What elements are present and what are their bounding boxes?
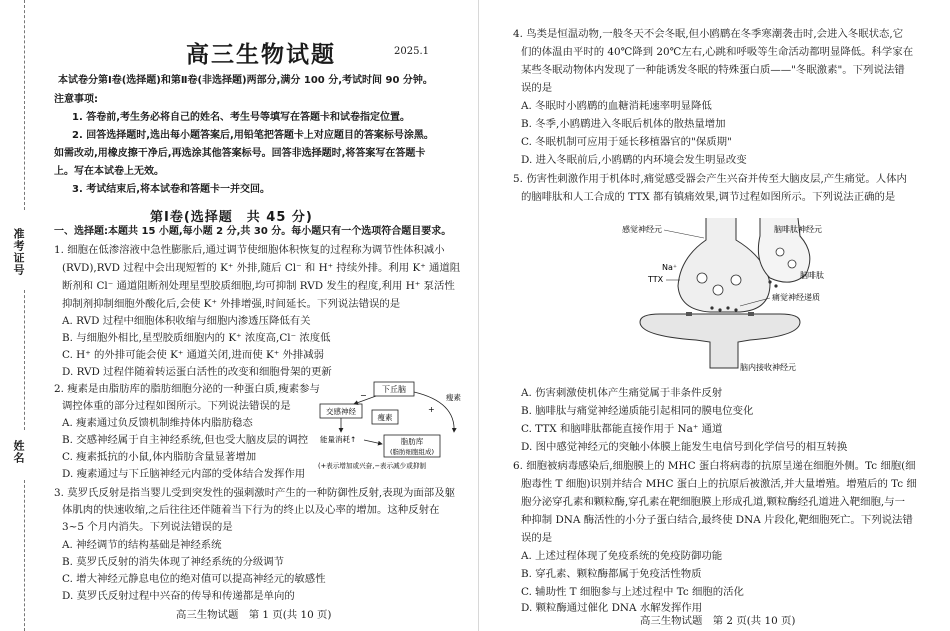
note-2-end: 上。写在本试卷上无效。 [54, 166, 164, 177]
q5-stem: 5. 伤害性刺激作用于机体时,痛觉感受器会产生兴奋并传至大脑皮层,产生痛觉。人体内 [513, 173, 907, 185]
q1-stem: 抑制剂抑制细胞外酸化后,会使 K⁺ 外排增强,时间延长。下列说法错误的是 [62, 298, 401, 310]
q2-stem: 调控体重的部分过程如图所示。下列说法错误的是 [62, 400, 291, 412]
q4-option-d: D. 进入冬眠前后,小鸥鹛的内环境会发生明显改变 [521, 154, 747, 166]
page-footer: 高三生物试题 第 1 页(共 10 页) [176, 609, 332, 621]
q5-option-a: A. 伤害刺激使机体产生痛觉属于非条件反射 [521, 387, 723, 399]
notes-heading: 注意事项: [54, 94, 98, 105]
binding-line [24, 290, 26, 430]
fig-leptin-box: 瘦素 [377, 413, 393, 422]
q3-option-a: A. 神经调节的结构基础是神经系统 [62, 539, 222, 551]
q4-stem: 某些冬眠动物体内发现了一种能诱发冬眠的特殊蛋白质——"冬眠激素"。下列说法错 [521, 64, 905, 76]
q6-option-b: B. 穿孔素、颗粒酶都属于免疫活性物质 [521, 568, 702, 580]
fig-enkephalin-neuron: 脑啡肽神经元 [774, 225, 822, 234]
q6-stem: 误的是 [521, 532, 553, 544]
leptin-regulation-diagram [316, 380, 474, 472]
synapse-diagram [620, 218, 824, 378]
fig-energy: 能量消耗↑ [320, 435, 357, 444]
fig-transmitter: 痛觉神经递质 [772, 293, 820, 302]
exam-number-label: 准考证号 [12, 228, 25, 276]
q3-stem: 3~5 个月内消失。下列说法错误的是 [62, 521, 233, 533]
q3-option-d: D. 莫罗氏反射过程中兴奋的传导和传递都是单向的 [62, 590, 295, 602]
binding-line [24, 0, 26, 210]
q1-option-b: B. 与细胞外相比,星型胶质细胞内的 K⁺ 浓度高,Cl⁻ 浓度低 [62, 332, 331, 344]
q4-option-c: C. 冬眠机制可应用于延长移植器官的"保质期" [521, 136, 732, 148]
q3-option-b: B. 莫罗氏反射的消失体现了神经系统的分级调节 [62, 556, 285, 568]
q6-option-c: C. 辅助性 T 细胞参与上述过程中 Tc 细胞的活化 [521, 586, 744, 598]
q4-stem: 4. 鸟类是恒温动物,一般冬天不会冬眠,但小鸥鹛在冬季寒潮袭击时,会进入冬眠状态,它 [513, 28, 904, 40]
page-footer: 高三生物试题 第 2 页(共 10 页) [640, 615, 796, 627]
q6-option-d: D. 颗粒酶通过催化 DNA 水解发挥作用 [521, 602, 703, 614]
q6-stem: 胞分泌穿孔素和颗粒酶,穿孔素在靶细胞膜上形成孔道,颗粒酶经孔道进入靶细胞,与一 [521, 496, 905, 508]
note-2: 2. 回答选择题时,选出每小题答案后,用铅笔把答题卡上对应题目的答案标号涂黑。 [72, 130, 434, 141]
note-1: 1. 答卷前,考生务必将自己的姓名、考生号等填写在答题卡和试卷指定位置。 [72, 112, 411, 123]
q1-stem: 断剂和 Cl⁻ 通道阻断剂处理星型胶质细胞,均可抑制 RVD 发生的程度,利用 H⁺ 泵活性 [62, 280, 455, 292]
q4-stem: 们的体温由平时的 40℃降到 20℃左右,心跳和呼吸等生命活动都明显降低。科学家在 [521, 46, 914, 58]
fig-leptin: 瘦素 [446, 393, 461, 402]
fig-ttx: TTX [648, 275, 664, 284]
q1-stem: 1. 细胞在低渗溶液中急性膨胀后,通过调节使细胞体积恢复的过程称为调节性体积减小 [54, 244, 445, 256]
q5-stem: 的脑啡肽和人工合成的 TTX 都有镇痛效果,调节过程如图所示。下列说法正确的是 [521, 191, 896, 203]
q2-option-b: B. 交感神经属于自主神经系统,但也受大脑皮层的调控 [62, 434, 309, 446]
q2-option-c: C. 瘦素抵抗的小鼠,体内脂肪含量显著增加 [62, 451, 257, 463]
fig-receiving-neuron: 脑内接收神经元 [740, 363, 796, 372]
q1-option-d: D. RVD 过程伴随着转运蛋白活性的改变和细胞骨架的更新 [62, 366, 332, 378]
fig-plus-sign: + [428, 405, 435, 414]
q3-option-c: C. 增大神经元静息电位的绝对值可以提高神经元的敏感性 [62, 573, 326, 585]
q6-option-a: A. 上述过程体现了免疫系统的免疫防御功能 [521, 550, 723, 562]
q1-option-a: A. RVD 过程中细胞体积收缩与细胞内渗透压降低有关 [62, 315, 311, 327]
page-divider [478, 0, 479, 631]
q5-option-b: B. 脑啡肽与痛觉神经递质能引起相同的膜电位变化 [521, 405, 754, 417]
q5-option-d: D. 图中感觉神经元的突触小体膜上能发生电信号到化学信号的相互转换 [521, 441, 848, 453]
q6-stem: 胞毒性 T 细胞)识别并结合 MHC 蛋白上的抗原后被激活,并大量增殖。增殖后的 Tc 细 [521, 478, 917, 490]
fig-minus-sign: − [360, 391, 367, 400]
fig-hypothalamus: 下丘脑 [382, 385, 406, 394]
instructions-intro: 本试卷分第Ⅰ卷(选择题)和第Ⅱ卷(非选择题)两部分,满分 100 分,考试时间 90 分钟。 [58, 75, 433, 86]
q2-option-d: D. 瘦素通过与下丘脑神经元内部的受体结合发挥作用 [62, 468, 306, 480]
q6-stem: 种抑制 DNA 酶活性的小分子蛋白结合,最终使 DNA 片段化,靶细胞死亡。下列说法错 [521, 514, 913, 526]
section-title: 第Ⅰ卷(选择题 共 45 分) [150, 210, 313, 225]
q4-stem: 误的是 [521, 82, 553, 94]
q3-stem: 3. 莫罗氏反射是指当婴儿受到突发性的强刺激时产生的一种防御性反射,表现为面部及躯 [54, 487, 455, 499]
q1-option-c: C. H⁺ 的外排可能会使 K⁺ 通道关闭,进而使 K⁺ 外排减弱 [62, 349, 325, 361]
section-instructions: 一、选择题:本题共 15 小题,每小题 2 分,共 30 分。每小题只有一个选项符合题目要求。 [54, 226, 452, 237]
q6-stem: 6. 细胞被病毒感染后,细胞膜上的 MHC 蛋白将病毒的抗原呈递在细胞外侧。Tc 细胞(细 [513, 460, 916, 472]
q2-option-a: A. 瘦素通过负反馈机制维持体内脂肪稳态 [62, 417, 253, 429]
note-2-cont: 如需改动,用橡皮擦干净后,再选涂其他答案标号。回答非选择题时,将答案写在答题卡 [54, 148, 426, 159]
q5-option-c: C. TTX 和脑啡肽都能直接作用于 Na⁺ 通道 [521, 423, 723, 435]
exam-date: 2025.1 [394, 46, 429, 57]
page-2 [480, 0, 950, 631]
q2-stem: 2. 瘦素是由脂肪库的脂肪细胞分泌的一种蛋白质,瘦素参与 [54, 383, 320, 395]
q1-stem: (RVD),RVD 过程中会出现短暂的 K⁺ 外排,随后 Cl⁻ 和 H⁺ 持续外排。利用 K⁺ 通道阻 [62, 262, 461, 274]
fig-sympathetic: 交感神经 [326, 407, 356, 416]
page-title: 高三生物试题 [186, 42, 336, 68]
name-label: 姓名 [12, 440, 25, 464]
binding-line [24, 480, 26, 631]
q4-option-b: B. 冬季,小鸥鹛进入冬眠后机体的散热量增加 [521, 118, 726, 130]
fig-enkephalin: 脑啡肽 [800, 271, 824, 280]
q4-option-a: A. 冬眠时小鸥鹛的血糖消耗速率明显降低 [521, 100, 712, 112]
fig-legend: (+表示增加或兴奋,−表示减少或抑制 [318, 462, 427, 470]
fig-fat-cells: (脂肪细胞组成) [389, 448, 435, 456]
fig-sodium-ion: Na⁺ [662, 263, 678, 272]
note-3: 3. 考试结束后,将本试卷和答题卡一并交回。 [72, 184, 271, 195]
fig-sensory-neuron: 感觉神经元 [622, 225, 662, 234]
fig-fat-store: 脂肪库 [400, 437, 424, 446]
q3-stem: 体肌肉的快速收缩,之后往往还伴随着当下行为的终止以及心率的增加。这种反射在 [62, 504, 440, 516]
